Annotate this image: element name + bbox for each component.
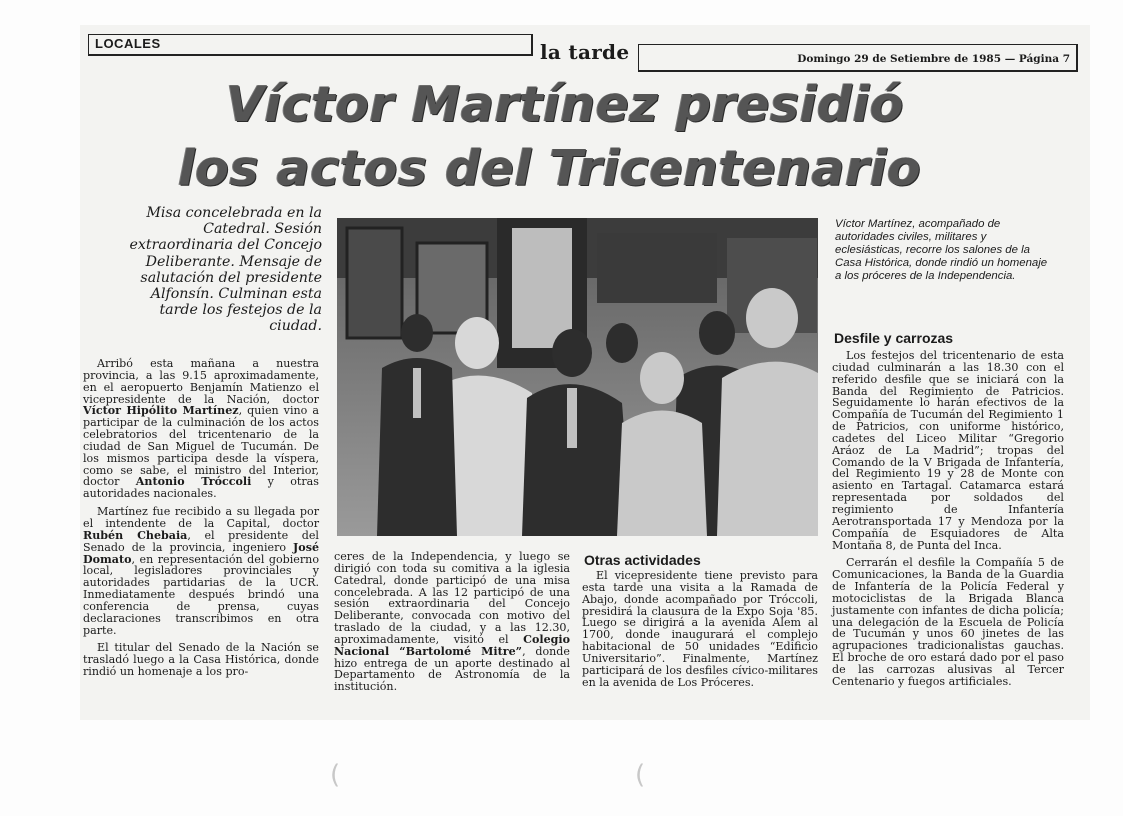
paragraph-continued bbox=[334, 551, 570, 693]
paragraph-2 bbox=[83, 506, 319, 636]
subheading-desfile: Desfile y carrozas bbox=[834, 330, 954, 346]
scan-mark: ( bbox=[330, 760, 341, 790]
article-column-4 bbox=[832, 350, 1064, 694]
text-run: ceres de la Independencia, y luego se dirigió con toda su comitiva a la iglesia Catedral, donde participó de una misa concelebrada. A las 12 participó de una sesión extraordinaria del Concejo Deliberante, convocada con motivo del traslado de la ciudad, y a las 12.30, aproximadamente, visitó el bbox=[334, 550, 570, 646]
dateline-box bbox=[638, 44, 1078, 72]
person-name: José Domato bbox=[83, 540, 319, 566]
person-name: Víctor Hipólito Martínez bbox=[83, 404, 239, 418]
person-name: Rubén Chebaia bbox=[83, 528, 188, 542]
text-run: , quien vino a participar de la culminación de los actos celebratorios del tricentenario de la ciudad de San Miguel de Tucumán. De los mismos participa desde la víspera, como se sabe, el ministro del Interior, doctor bbox=[83, 404, 319, 489]
deck-subtitle: Misa concelebrada en la Catedral. Sesión extraordinaria del Concejo Deliberante. Mensaje de salutación del presidente Alfonsín. Culminan esta tarde los festejos de la ciudad. bbox=[129, 205, 322, 335]
dateline: Domingo 29 de Setiembre de 1985 — Página 7 bbox=[797, 53, 1070, 65]
photo-illustration bbox=[337, 218, 818, 536]
subheading-otras-actividades: Otras actividades bbox=[584, 552, 701, 568]
text-run: , en representación del gobierno local, legisladores provinciales y autoridades partidarias de la UCR. Inmediatamente después brindó una conferencia de prensa, cuyas declaraciones transcribimos en otra parte. bbox=[83, 552, 319, 637]
article-column-2 bbox=[334, 551, 570, 699]
section-header-box bbox=[88, 34, 533, 56]
scan-mark: ( bbox=[635, 760, 646, 790]
article-column-1 bbox=[83, 358, 319, 684]
paragraph-3: El titular del Senado de la Nación se trasladó luego a la Casa Histórica, donde rindió un homenaje a los pro- bbox=[83, 641, 319, 679]
photo-caption: Víctor Martínez, acompañado de autoridades civiles, militares y eclesiásticas, recorre los salones de la Casa Histórica, donde rindió un homenaje a los próceres de la Independencia. bbox=[835, 218, 1048, 282]
text-run: , donde hizo entrega de un aporte destinado al Departamento de Astronomía de la institución. bbox=[334, 644, 570, 694]
text-run: y otras autoridades nacionales. bbox=[83, 475, 319, 501]
section-label: LOCALES bbox=[95, 36, 161, 51]
article-column-3 bbox=[582, 570, 818, 694]
paragraph-desfile-2: Cerrarán el desfile la Compañía 5 de Comunicaciones, la Banda de la Guardia de Infantería de la Policía Federal y motociclistas de la Brigada Blanca justamente con infantes de dicha policía; una delegación de la Escuela de Policía de Tucumán y unos 60 jinetes de las agrupaciones tradicionalistas gauchas. El broche de oro estará dado por el paso de las carrozas alusivas al Tercer Centenario y fuegos artificiales. bbox=[832, 556, 1064, 688]
news-photo bbox=[337, 218, 818, 536]
paragraph-otras: El vicepresidente tiene previsto para esta tarde una visita a la Ramada de Abajo, donde acompañado por Tróccoli, presidirá la clausura de la Expo Soja '85. Luego se dirigirá a la avenida Alem al 1700, donde inaugurará el complejo habitacional de 50 unidades “Edificio Universitario”. Finalmente, Martínez participará de los desfiles cívico-militares en la avenida de Los Próceres. bbox=[582, 569, 818, 689]
paragraph-desfile-1: Los festejos del tricentenario de esta ciudad culminarán a las 18.30 con el referido desfile que se iniciará con la Banda del Regimiento de Patricios. Seguidamente lo harán efectivos de la Compañía de Tucumán del Regimiento 1 de Patricios, con uniforme histórico, cadetes del Liceo Militar “Gregorio Aráoz de La Madrid”; tropas del Comando de la V Brigada de Infantería, del Regimiento 19 y 28 de Monte con asiento en Tartagal. Catamarca estará representada por soldados del regimiento de Infantería Aerotransportada 17 y Mendoza por la Compañía de Esquiadores de Alta Montaña 8, de Punta del Inca. bbox=[832, 349, 1064, 552]
headline-line-1: Víctor Martínez presidió bbox=[226, 76, 904, 133]
text-run: Martínez fue recibido a su llegada por el intendente de la Capital, doctor bbox=[83, 505, 319, 530]
institution-name: Colegio Nacional “Bartolomé Mitre” bbox=[334, 632, 570, 658]
person-name: Antonio Tróccoli bbox=[135, 475, 252, 489]
text-run: , el presidente del Senado de la provincia, ingeniero bbox=[83, 528, 319, 554]
paragraph-1 bbox=[83, 358, 319, 500]
newspaper-brand: la tarde bbox=[540, 40, 630, 64]
text-run: Arribó esta mañana a nuestra provincia, a las 9.15 aproximadamente, en el aeropuerto Benjamín Matienzo el vicepresidente de la Nación, doctor bbox=[83, 357, 319, 406]
headline-line-2: los actos del Tricentenario bbox=[178, 140, 922, 197]
